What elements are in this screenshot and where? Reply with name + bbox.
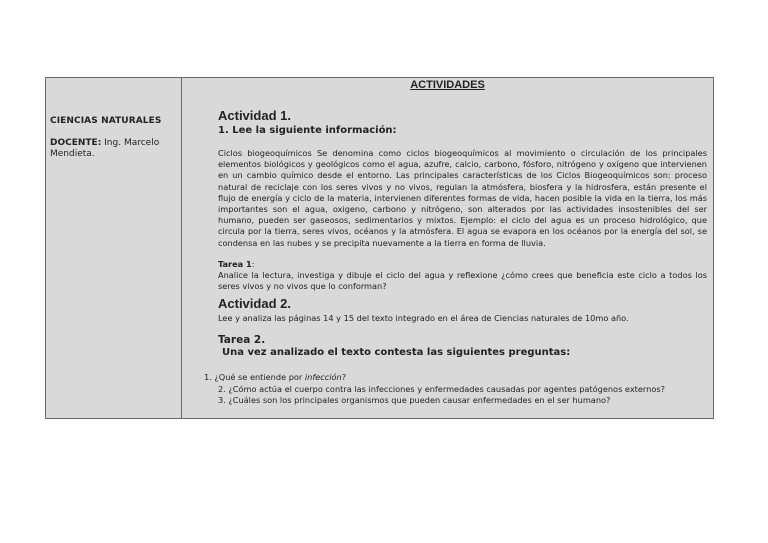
question-1: 1. ¿Qué se entiende por infección? <box>204 372 347 382</box>
task-2-title: Tarea 2. <box>218 334 266 346</box>
activity-2-text: Lee y analiza las páginas 14 y 15 del texto integrado en el área de Ciencias naturales de 10mo año. <box>218 313 629 323</box>
activity-1-label: Actividad 1 <box>218 108 288 123</box>
teacher-label: DOCENTE: <box>50 138 102 148</box>
activity-1-title <box>218 108 291 123</box>
activity-table <box>45 77 714 419</box>
question-3: 3. ¿Cuáles son los principales organismos que pueden causar enfermedades en el ser humano? <box>218 395 611 406</box>
activity-1-dot: . <box>287 108 291 123</box>
subject-title: CIENCIAS NATURALES <box>50 116 162 126</box>
activities-header: ACTIVIDADES <box>410 79 485 91</box>
task-1-block <box>218 259 707 293</box>
task-2-instruction: Una vez analizado el texto contesta las siguientes preguntas: <box>222 347 571 358</box>
task-1-heading: Tarea 1: <box>218 259 255 269</box>
activity-1-paragraph: Ciclos biogeoquímicos Se denomina como ciclos biogeoquímicos al movimiento o circulación de los principales elementos biológicos y geológicos como el agua, azufre, calcio, carbono, fósforo, nitrógeno y oxígeno que intervienen en un cambio químico desde el entorno. Las principales características de los Ciclos Biogeoquímicos son: proceso natural de reciclaje con los seres vivos y no vivos, regulan la atmósfera, biosfera y la hidrosfera, están presente el flujo de energía y ciclo de la materia, intervienen diferentes formas de vida, hacen posible la vida en la tierra, los más importantes son el agua, oxigeno, carbono y nitrógeno, son alterados por las actividades insostenibles del ser humano, pueden ser gaseosos, sedimentarios y mixtos. Ejemplo: el ciclo del agua es un proceso hidrológico, que circula por la tierra, seres vivos, océanos y la atmósfera. El agua se evapora en los océanos por la energía del sol, se condensa en las nubes y se precipita nuevamente a la tierra en forma de lluvia. <box>218 148 707 248</box>
activity-1-instruction: 1. Lee la siguiente información: <box>218 125 397 136</box>
task-1-text: Analice la lectura, investiga y dibuje el ciclo del agua y reflexione ¿cómo crees que beneficia este ciclo a todos los seres vivos y no vivos que lo conforman? <box>218 270 707 292</box>
teacher-info <box>50 138 177 160</box>
question-list <box>204 372 665 407</box>
question-2: 2. ¿Cómo actúa el cuerpo contra las infecciones y enfermedades causadas por agentes patógenos externos? <box>218 383 665 394</box>
activities-column <box>182 78 713 418</box>
subject-column <box>46 78 182 418</box>
teacher-name: Ing. Marcelo Mendieta. <box>50 138 160 159</box>
activity-2-title: Actividad 2. <box>218 296 291 311</box>
